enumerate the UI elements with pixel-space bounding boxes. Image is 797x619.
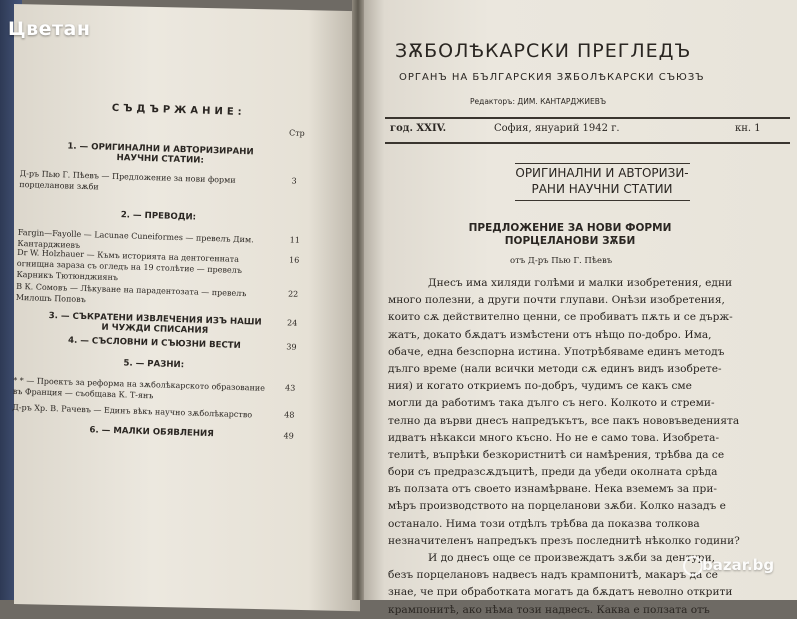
article-author: отъ Д-ръ Пью Г. Пѣевъ xyxy=(510,256,613,266)
toc-entry-text: 5. — РАЗНИ: xyxy=(123,358,185,371)
issue-rule-bottom xyxy=(385,142,790,144)
article-body-line: телитѣ, въпрѣки безкористнитѣ си намѣрения, трѣбва да се xyxy=(388,448,725,461)
section-box-top-line xyxy=(515,163,690,164)
toc-heading: СЪДЪРЖАНИЕ: xyxy=(111,102,246,119)
article-title-line-2: ПОРЦЕЛАНОВИ ЗѪБИ xyxy=(504,235,636,247)
toc-entry-text: В К. Сомовъ — Лѣкуване на парадентозата — превелъ Милошъ Поповъ xyxy=(15,281,247,305)
section-box-bottom-line xyxy=(515,200,690,201)
toc-entry-text: Д-ръ Пью Г. Пѣевъ — Предложение за нови форми порцеланови зѫби xyxy=(19,168,236,192)
toc-entry-text: 3. — СЪКРАТЕНИ ИЗВЛЕЧЕНИЯ ИЗЪ НАШИ И ЧУЖДИ СПИСАНИЯ xyxy=(48,310,262,336)
journal-organ: ОРГАНЪ НА БЪЛГАРСКИЯ ЗѪБОЛѢКАРСКИ СЪЮЗЪ xyxy=(399,72,705,83)
article-title-line-1: ПРЕДЛОЖЕНИЕ ЗА НОВИ ФОРМИ xyxy=(468,222,672,234)
article-body-line: безъ порцелановъ надвесъ надъ крампонитѣ, макаръ да се xyxy=(388,569,718,582)
article-body-line: много полезни, а други почти глупави. Онѣзи изобретения, xyxy=(388,294,725,307)
article-body-line: мѣръ производството на порцеланови зѫби. Колко назадъ е xyxy=(388,500,726,513)
toc-page-number: 11 xyxy=(289,235,301,245)
section-label-line-1: ОРИГИНАЛНИ И АВТОРИЗИ- xyxy=(515,166,689,180)
article-body-line: ния) и когато откриемъ по-добръ, чудимъ се какъ сме xyxy=(388,380,692,393)
toc-entry-text: 1. — ОРИГИНАЛНИ И АВТОРИЗИРАНИ НАУЧНИ СТАТИИ: xyxy=(67,141,254,166)
article-body-line: които сѫ действително ценни, се пробиватъ пѫть и се държ- xyxy=(388,311,733,324)
article-body-line: жатъ, докато бѫдатъ измѣстени отъ нѣщо по-добро. Има, xyxy=(388,328,712,341)
toc-page-number: 3 xyxy=(291,176,297,186)
issue-place-date: София, януарий 1942 г. xyxy=(494,123,620,134)
article-body-line: останало. Нима този отдѣлъ трѣбва да показва толкова xyxy=(388,517,700,530)
toc-page-number: 49 xyxy=(283,431,294,441)
toc-page-number: 22 xyxy=(287,289,299,299)
toc-page-number: 48 xyxy=(284,410,295,420)
article-body-line: бори съ предразсѫдъцитѣ, преди да убеди околната срѣда xyxy=(388,466,718,479)
article-body-line: обаче, една безспорна истина. Употрѣбяваме единъ методъ xyxy=(388,345,725,358)
book-gutter xyxy=(352,0,364,600)
watermark-text: bazar.bg xyxy=(702,556,775,574)
issue-year: год. XXIV. xyxy=(390,123,447,134)
toc-page-column-label: Стр xyxy=(288,128,305,138)
article-body-line: Днесъ има хиляди голѣми и малки изобретения, едни xyxy=(428,277,733,289)
journal-editor: Редакторъ: ДИМ. КАНТАРДЖИЕВЪ xyxy=(470,97,607,106)
watermark-icon xyxy=(683,556,703,576)
toc-entry-text: 2. — ПРЕВОДИ: xyxy=(120,210,197,223)
article-body-line: идватъ нѣкакси много късно. Но не е само това. Изобрета- xyxy=(388,431,720,444)
article-body-line: знае, че при обработката могатъ да бѫдатъ неволно открити xyxy=(388,586,733,599)
article-body-line: крампонитѣ, ако нѣма този надвесъ. Каква е ползата отъ xyxy=(388,603,710,616)
journal-title: ЗѪБОЛѢКАРСКИ ПРЕГЛЕДЪ xyxy=(395,40,692,62)
article-body-line: въ ползата отъ своето изнамѣрване. Нека вземемъ за при- xyxy=(388,483,717,496)
toc-entry-text: Д-ръ Хр. В. Рачевъ — Единъ вѣкъ научно зѫболѣкарство xyxy=(12,402,253,420)
toc-entry-text: Dr W. Holzhauer — Къмъ историята на дентогенната огнищна зараза съ огледъ на 19 столѣтие — превелъ Карникъ Тютюнджиянъ xyxy=(16,247,243,283)
article-body-line: телно да върви днесъ напредъкътъ, все пакъ нововъведенията xyxy=(388,414,740,427)
issue-book-number: кн. 1 xyxy=(735,123,761,134)
article-body-line: И до днесъ още се произвеждатъ зѫби за дентури, xyxy=(428,552,715,564)
article-body-line: могли да работимъ така дълго съ него. Колкото и стреми- xyxy=(388,397,715,410)
toc-page-number: 16 xyxy=(288,255,300,265)
article-body-line: незначителенъ напредъкъ презъ последнитѣ нѣколко години? xyxy=(388,534,740,547)
section-label-line-2: РАНИ НАУЧНИ СТАТИИ xyxy=(531,182,673,196)
section-label xyxy=(512,165,692,197)
toc-entry-text: Fargin—Fayolle — Lacunae Cuneiformes — превелъ Дим. Кантарджиевъ xyxy=(17,227,254,250)
article-body-line: дълго време (нали всички методи сѫ единъ видъ изобрете- xyxy=(388,362,722,375)
toc-entry-text: 6. — МАЛКИ ОБЯВЛЕНИЯ xyxy=(89,425,214,440)
seller-logo-text: Цветан xyxy=(8,18,91,40)
toc-page-number: 43 xyxy=(284,383,296,393)
article-title xyxy=(440,222,700,248)
toc-entry-text: * * — Проектъ за реформа на зѫболѣкарското образование въ Франция — съобщава К. Т-янъ xyxy=(12,375,266,401)
toc-entry-text: 4. — СЪСЛОВНИ И СЪЮЗНИ ВЕСТИ xyxy=(67,335,241,351)
toc-page-number: 39 xyxy=(286,342,297,352)
toc-page-number: 24 xyxy=(286,318,298,328)
issue-rule-top xyxy=(385,117,790,119)
